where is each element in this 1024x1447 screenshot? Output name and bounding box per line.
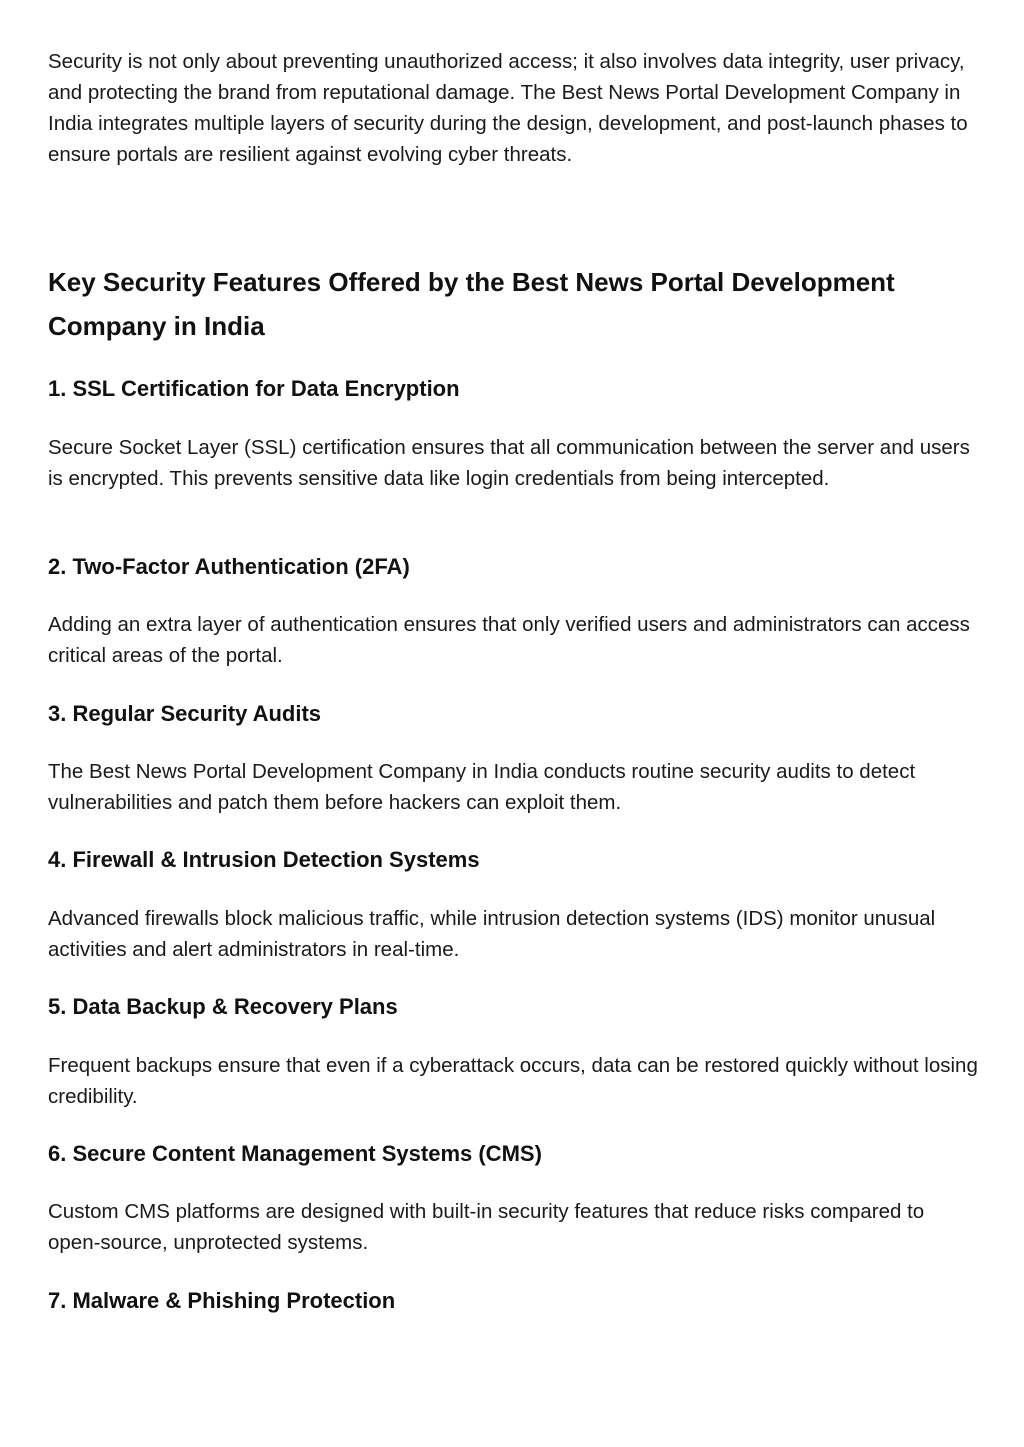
feature-body: Frequent backups ensure that even if a cyberattack occurs, data can be restored quickly without losing credibility. — [48, 1054, 978, 1108]
feature-title: 6. Secure Content Management Systems (CMS) — [48, 1141, 542, 1166]
feature-title: 4. Firewall & Intrusion Detection Systems — [48, 847, 480, 872]
section-heading: Key Security Features Offered by the Best News Portal Development Company in India — [48, 267, 895, 341]
feature-title: 1. SSL Certification for Data Encryption — [48, 376, 460, 401]
feature-body: Custom CMS platforms are designed with built-in security features that reduce risks compared to open-source, unprotected systems. — [48, 1200, 925, 1254]
feature-title: 2. Two-Factor Authentication (2FA) — [48, 554, 410, 579]
feature-body: Adding an extra layer of authentication ensures that only verified users and administrators can access critical areas of the portal. — [48, 613, 970, 667]
feature-title: 7. Malware & Phishing Protection — [48, 1288, 396, 1313]
feature-body: Secure Socket Layer (SSL) certification ensures that all communication between the server and users is encrypted. This prevents sensitive data like login credentials from being intercepted. — [48, 436, 970, 490]
feature-title: 3. Regular Security Audits — [48, 701, 322, 726]
feature-title: 5. Data Backup & Recovery Plans — [48, 994, 398, 1019]
feature-body: The Best News Portal Development Company in India conducts routine security audits to detect vulnerabilities and patch them before hackers can exploit them. — [48, 760, 916, 814]
feature-body: Advanced firewalls block malicious traffic, while intrusion detection systems (IDS) monitor unusual activities and alert administrators in real-time. — [48, 907, 936, 961]
intro-paragraph: Security is not only about preventing unauthorized access; it also involves data integrity, user privacy, and protecting the brand from reputational damage. The Best News Portal Development Company in India integrates multiple layers of security during the design, development, and post-launch phases to ensure portals are resilient against evolving cyber threats. — [48, 50, 968, 166]
